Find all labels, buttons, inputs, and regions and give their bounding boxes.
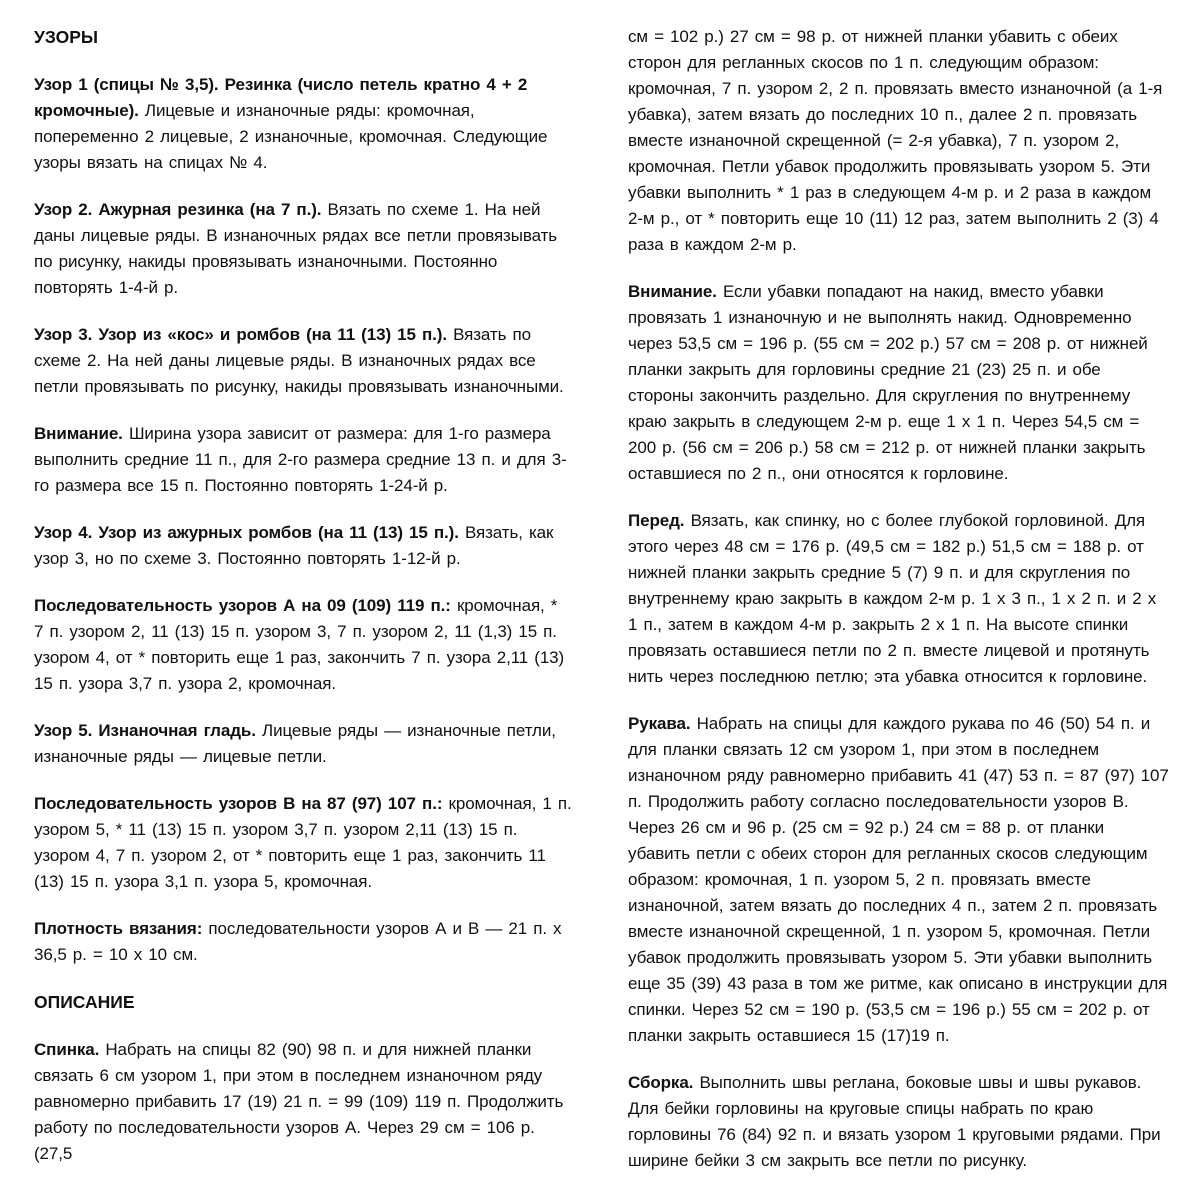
paragraph-sequence-a [34, 593, 572, 697]
paragraph-text: Ширина узора зависит от размера: для 1-го размера выполнить средние 11 п., для 2-го размера средние 13 п. и для 3-го размера все 15 п. Постоянно повторять 1-24-й р. [34, 424, 567, 495]
paragraph-lead: Последовательность узоров А на 09 (109) 119 п.: [34, 596, 451, 615]
paragraph-text: см = 102 р.) 27 см = 98 р. от нижней планки убавить с обеих сторон для регланных скосов по 1 п. следующим образом: кромочная, 7 п. узором 2, 2 п. провязать вместо изнаночной (а 1-я убавка), затем вязать до последних 10 п., далее 2 п. провязать вместе изнаночной скрещенной (= 2-я убавка), 7 п. узором 2, кромочная. Петли убавок продолжить провязывать узором 5. Эти убавки выполнить * 1 раз в следующем 4-м р. и 2 раза в каждом 2-м р., от * повторить еще 10 (11) 12 раз, затем выполнить 2 (3) 4 раза в каждом 2-м р. [628, 27, 1163, 254]
paragraph-lead: Узор 2. Ажурная резинка (на 7 п.). [34, 200, 322, 219]
paragraph-lead: Узор 1 (спицы № 3,5). Резинка (число петель кратно 4 + 2 кромочные). [34, 75, 528, 120]
paragraph-text: Вязать по схеме 2. На ней даны лицевые ряды. В изнаночных рядах все петли провязывать по рисунку, накиды провязывать изнаночными. [34, 325, 564, 396]
left-column [34, 24, 572, 1200]
paragraph-text: Лицевые и изнаночные ряды: кромочная, попеременно 2 лицевые, 2 изнаночные, кромочная. Следующие узоры вязать на спицах № 4. [34, 101, 548, 172]
paragraph-lead: Узор 3. Узор из «кос» и ромбов (на 11 (13) 15 п.). [34, 325, 447, 344]
paragraph-text: Вязать, как узор 3, но по схеме 3. Постоянно повторять 1-12-й р. [34, 523, 554, 568]
paragraph-attention-neckline [628, 279, 1170, 487]
right-column [628, 24, 1170, 1200]
paragraph-pattern-3 [34, 322, 572, 400]
paragraph-assembly [628, 1070, 1170, 1174]
paragraph-sleeves [628, 711, 1170, 1049]
paragraph-lead: Сборка. [628, 1073, 694, 1092]
paragraph-text: кромочная, * 7 п. узором 2, 11 (13) 15 п. узором 3, 7 п. узором 2, 11 (1,3) 15 п. узором 4, от * повторить еще 1 раз, закончить 7 п. узора 2,11 (13) 15 п. узора 3,7 п. узора 2, кромочная. [34, 596, 565, 693]
paragraph-text: Вязать, как спинку, но с более глубокой горловиной. Для этого через 48 см = 176 р. (49,5 см = 182 р.) 51,5 см = 188 р. от нижней планки закрыть средние 5 (7) 9 п. и для скругления по внутреннему краю закрыть в каждом 2-м р. 1 х 3 п., 1 х 2 п. и 2 х 1 п., затем в каждом 4-м р. закрыть 2 х 1 п. На высоте спинки провязать оставшиеся петли по 2 п. вместе лицевой и протянуть нить через последнюю петлю; эта убавка относится к горловине. [628, 511, 1157, 686]
section-heading-description: ОПИСАНИЕ [34, 992, 135, 1012]
paragraph-pattern-5 [34, 718, 572, 770]
paragraph-text: кромочная, 1 п. узором 5, * 11 (13) 15 п. узором 3,7 п. узором 2,11 (13) 15 п. узором 4, 7 п. узором 2, от * повторить еще 1 раз, закончить 11 (13) 15 п. узора 3,1 п. узора 5, кромочная. [34, 794, 572, 891]
paragraph-attention-sizes [34, 421, 572, 499]
section-heading-patterns: УЗОРЫ [34, 27, 99, 47]
paragraph-lead: Узор 4. Узор из ажурных ромбов (на 11 (13) 15 п.). [34, 523, 459, 542]
paragraph-lead: Плотность вязания: [34, 919, 203, 938]
paragraph-text: последовательности узоров А и В — 21 п. х 36,5 р. = 10 х 10 см. [34, 919, 562, 964]
paragraph-pattern-2 [34, 197, 572, 301]
paragraph-text: Набрать на спицы 82 (90) 98 п. и для нижней планки связать 6 см узором 1, при этом в последнем изнаночном ряду равномерно прибавить 17 (19) 21 п. = 99 (109) 119 п. Продолжить работу по последовательности узоров А. Через 29 см = 106 р. (27,5 [34, 1040, 564, 1163]
paragraph-text: Выполнить швы реглана, боковые швы и швы рукавов. Для бейки горловины на круговые спицы набрать по краю горловины 76 (84) 92 п. и вязать узором 1 круговыми рядами. При ширине бейки 3 см закрыть все петли по рисунку. [628, 1073, 1161, 1170]
paragraph-lead: Спинка. [34, 1040, 100, 1059]
paragraph-lead: Рукава. [628, 714, 691, 733]
paragraph-text: Если убавки попадают на накид, вместо убавки провязать 1 изнаночную и не выполнять накид. Одновременно через 53,5 см = 196 р. (55 см = 202 р.) 57 см = 208 р. от нижней планки закрыть для горловины средние 21 (23) 25 п. и обе стороны закончить раздельно. Для скругления по внутреннему краю закрыть в следующем 2-м р. еще 1 х 1 п. Через 54,5 см = 200 р. (56 см = 206 р.) 58 см = 212 р. от нижней планки закрыть оставшиеся по 2 п., они относятся к горловине. [628, 282, 1148, 483]
paragraph-lead: Внимание. [34, 424, 123, 443]
paragraph-pattern-1 [34, 72, 572, 176]
paragraph-pattern-4 [34, 520, 572, 572]
paragraph-sequence-b [34, 791, 572, 895]
paragraph-lead: Узор 5. Изнаночная гладь. [34, 721, 256, 740]
paragraph-text: Вязать по схеме 1. На ней даны лицевые ряды. В изнаночных рядах все петли провязывать по рисунку, накиды провязывать изнаночными. Постоянно повторять 1-4-й р. [34, 200, 558, 297]
paragraph-back [34, 1037, 572, 1167]
paragraph-back-continued [628, 24, 1170, 258]
paragraph-lead: Последовательность узоров В на 87 (97) 107 п.: [34, 794, 443, 813]
paragraph-front [628, 508, 1170, 690]
paragraph-text: Лицевые ряды — изнаночные петли, изнаночные ряды — лицевые петли. [34, 721, 556, 766]
paragraph-lead: Перед. [628, 511, 685, 530]
paragraph-lead: Внимание. [628, 282, 717, 301]
paragraph-gauge [34, 916, 572, 968]
paragraph-text: Набрать на спицы для каждого рукава по 46 (50) 54 п. и для планки связать 12 см узором 1, при этом в последнем изнаночном ряду равномерно прибавить 41 (47) 53 п. = 87 (97) 107 п. Продолжить работу согласно последовательности узоров В. Через 26 см и 96 р. (25 см = 92 р.) 24 см = 88 р. от планки убавить петли с обеих сторон для регланных скосов следующим образом: кромочная, 1 п. узором 5, 2 п. провязать вместе изнаночной, затем вязать до последних 4 п., затем 2 п. провязать вместе изнаночной скрещенной, 1 п. узором 5, кромочная. Петли убавок продолжить провязывать узором 5. Эти убавки выполнить еще 35 (39) 43 раза в том же ритме, как описано в инструкции для спинки. Через 52 см = 190 р. (53,5 см = 196 р.) 55 см = 202 р. от планки закрыть оставшиеся 15 (17)19 п. [628, 714, 1169, 1045]
